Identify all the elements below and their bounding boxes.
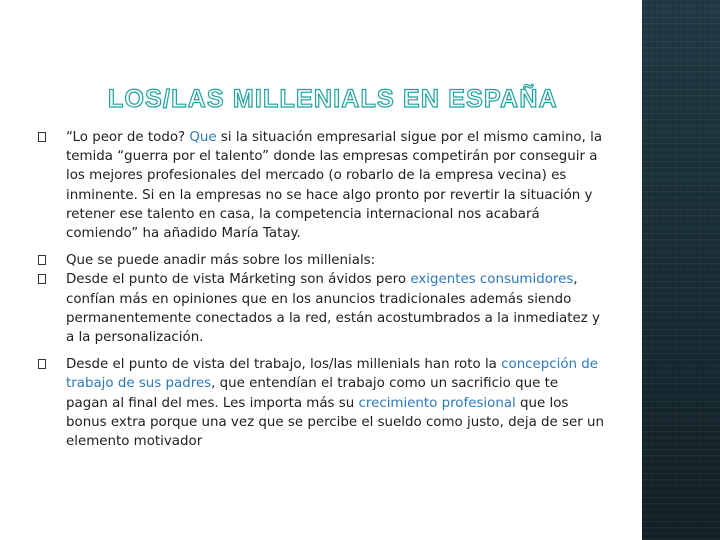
checkbox-square-icon bbox=[38, 132, 46, 142]
bullet-text-segment: que los bonus extra porque una vez que se percibe el sueldo como justo, deja de ser un elemento motivador bbox=[66, 395, 604, 450]
slide-title: LOS/LAS MILLENIALS EN ESPAÑA bbox=[108, 85, 558, 113]
checkbox-square-icon bbox=[38, 359, 46, 369]
bullet-item-work bbox=[38, 355, 604, 451]
highlighted-text: concepción de trabajo de sus padres bbox=[66, 357, 599, 392]
bullet-text-segment: Desde el punto de vista del trabajo, los/las millenials han roto la bbox=[66, 357, 502, 373]
bullet-item-quote bbox=[38, 128, 604, 243]
bullet-text-segment: “Lo peor de todo? bbox=[66, 130, 190, 145]
checkbox-square-icon bbox=[38, 255, 46, 265]
bullet-text-segment: Que se puede anadir más sobre los millenials: bbox=[66, 253, 376, 269]
checkbox-square-icon bbox=[38, 274, 46, 284]
bullet-text-segment: , confían más en opiniones que en los anuncios tradicionales además siendo permanentemente conectados a la red, están acostumbrados a la inmediatez y a la personalización. bbox=[66, 272, 600, 346]
bullet-item-intro bbox=[38, 251, 604, 270]
bullet-item-marketing bbox=[38, 270, 604, 347]
bullet-text-segment: , que entendían el trabajo como un sacrificio que te pagan al final del mes. Les importa más su bbox=[66, 376, 559, 411]
highlighted-text: Que bbox=[189, 130, 217, 145]
highlighted-text: exigentes consumidores bbox=[410, 272, 574, 288]
highlighted-text: crecimiento profesional bbox=[358, 395, 516, 411]
bullet-list bbox=[38, 128, 604, 451]
bullet-text-segment: Desde el punto de vista Márketing son ávidos pero bbox=[66, 272, 411, 288]
bullet-text-segment: si la situación empresarial sigue por el mismo camino, la temida “guerra por el talento” donde las empresas competirán por conseguir a los mejores profesionales del mercado (o robarlo de la empresa vecina) es inminente. Si en la empresas no se hace algo pronto por revertir la situación y retener ese talento en casa, la competencia internacional nos acabará comiendo” ha añadido María Tatay. bbox=[66, 130, 603, 242]
side-decorative-panel bbox=[642, 0, 720, 540]
